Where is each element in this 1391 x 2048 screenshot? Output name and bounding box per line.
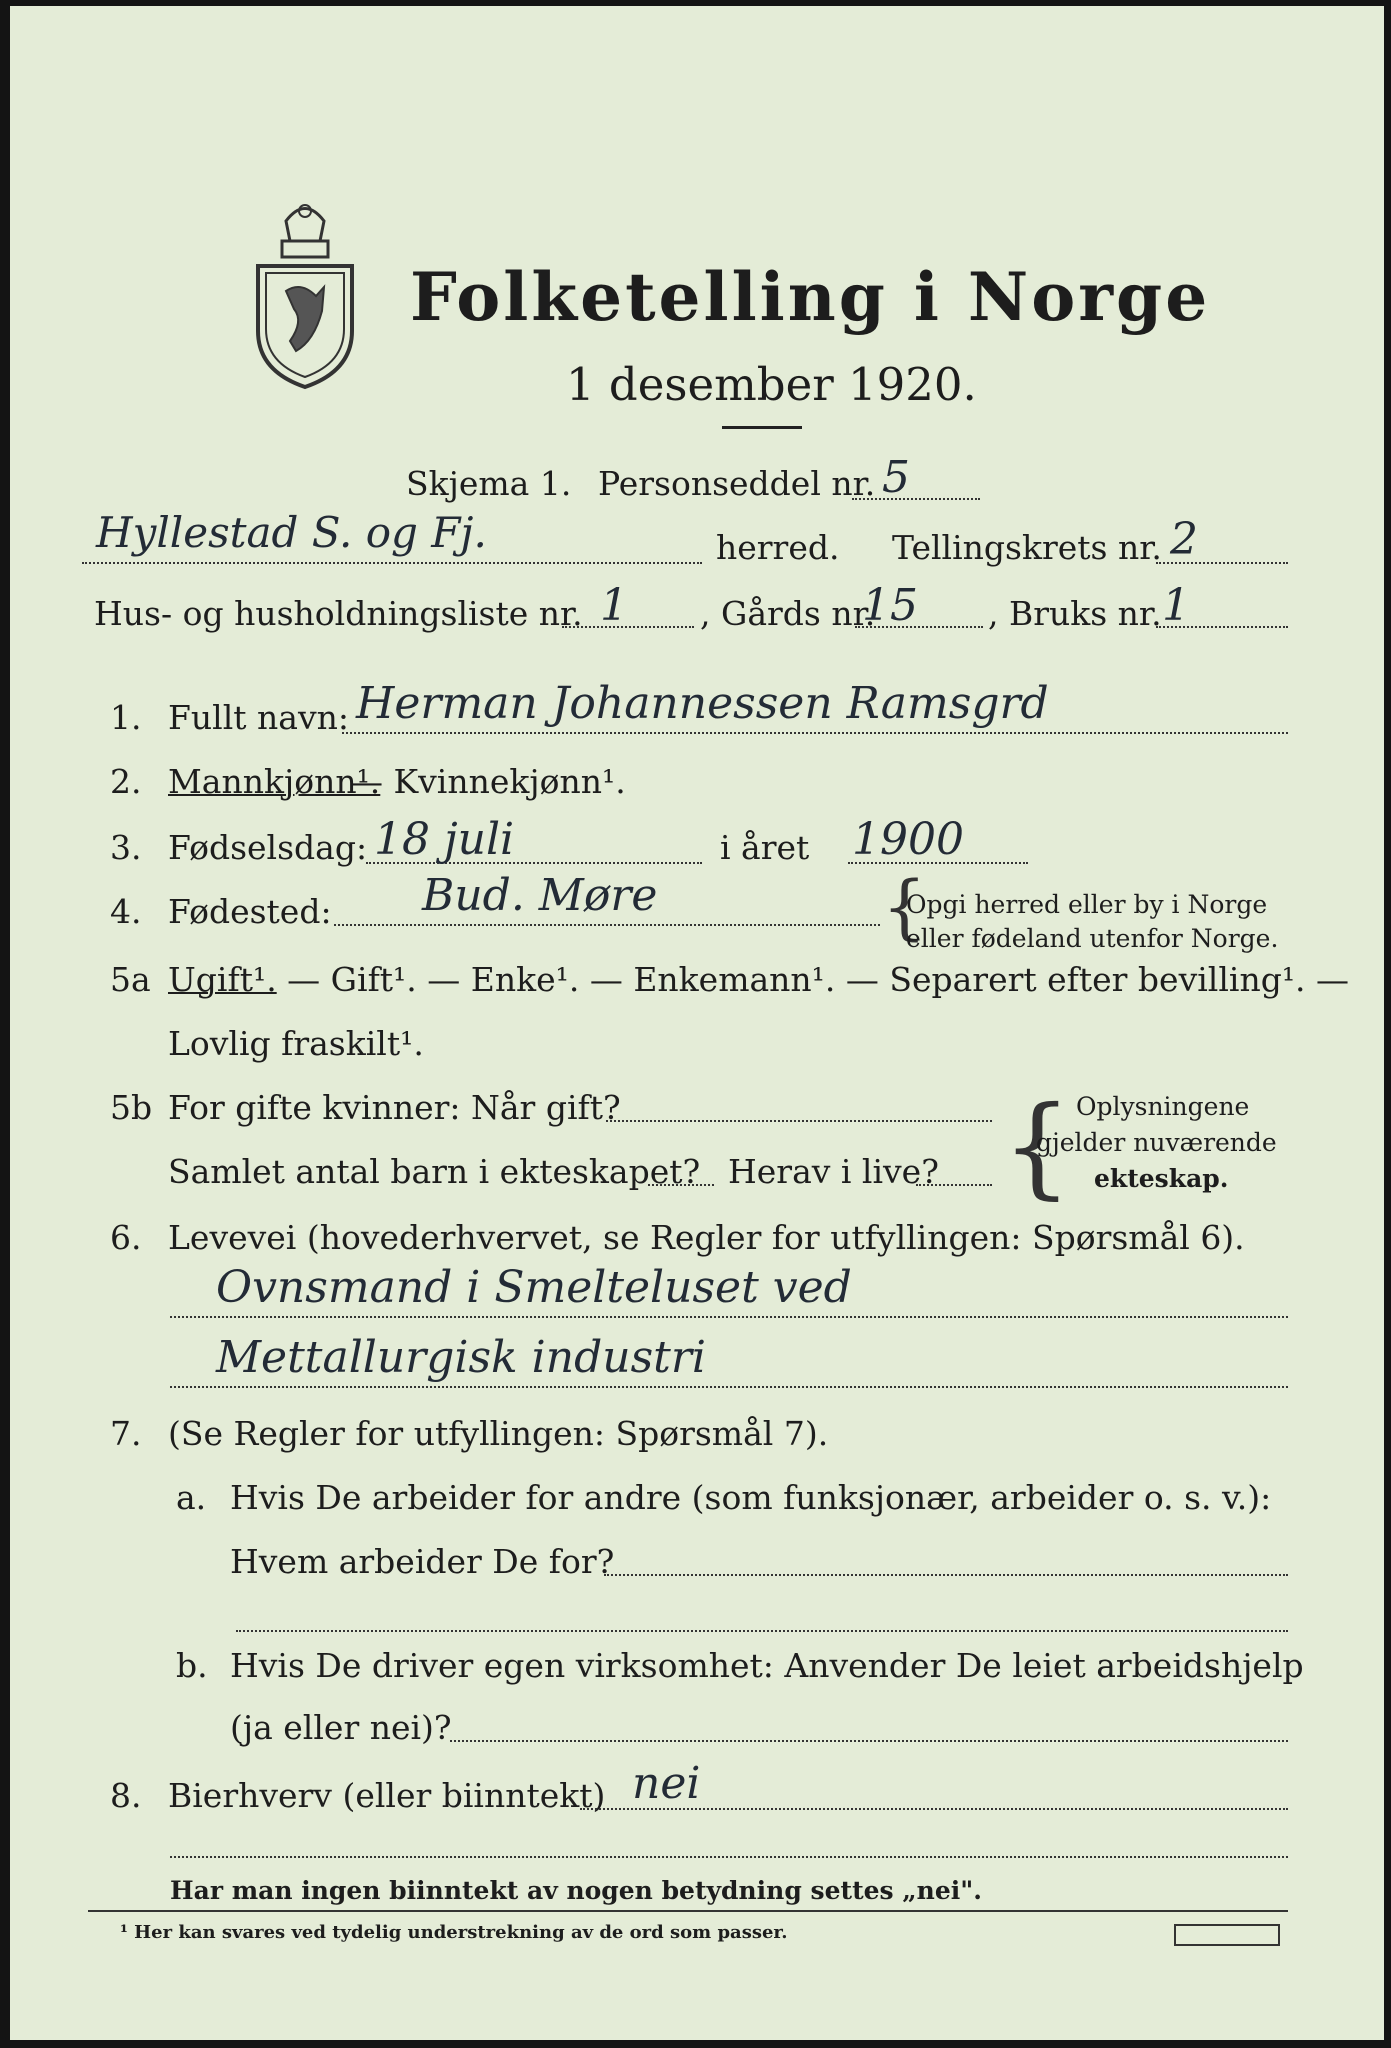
employer-field-2[interactable]: [236, 1630, 1288, 1632]
holding-number-label: , Bruks nr.: [988, 594, 1162, 633]
q2-number: 2.: [110, 762, 142, 801]
q4-number: 4.: [110, 892, 142, 931]
occupation-value-1: Ovnsmand i Smelteluset ved: [216, 1262, 852, 1313]
occupation-field-2[interactable]: [170, 1386, 1288, 1388]
printer-stamp: [1174, 1924, 1280, 1946]
full-name-field[interactable]: [342, 732, 1288, 734]
marital-options-rest[interactable]: — Gift¹. — Enke¹. — Enkemann¹. — Separert efter bevilling¹. —: [276, 960, 1350, 999]
marriage-note-2: gjelder nuværende: [1036, 1128, 1277, 1157]
municipality-value: Hyllestad S. og Fj.: [96, 508, 487, 557]
unmarried-option[interactable]: Ugift¹.: [168, 960, 277, 999]
municipality-field[interactable]: [82, 562, 702, 564]
title-divider: [722, 426, 802, 429]
q7b-letter: b.: [176, 1646, 208, 1685]
hired-help-field[interactable]: [450, 1740, 1288, 1742]
holding-number-value: 1: [1162, 580, 1190, 631]
birthplace-note-1: Opgi herred eller by i Norge: [906, 890, 1268, 919]
farm-number-label: , Gårds nr.: [700, 594, 876, 633]
q8-label: Bierhverv (eller biinntekt): [168, 1776, 606, 1815]
coat-of-arms-icon: [246, 191, 364, 391]
q5a-number: 5a: [110, 960, 151, 999]
children-alive-field[interactable]: [916, 1184, 992, 1186]
children-total-label: Samlet antal barn i ekteskapet?: [168, 1152, 701, 1191]
census-form: [10, 6, 1384, 2040]
children-total-field[interactable]: [648, 1184, 714, 1186]
q3-number: 3.: [110, 828, 142, 867]
q5b-number: 5b: [110, 1088, 153, 1127]
q4-label: Fødested:: [168, 892, 332, 931]
q6-label: Levevei (hovederhvervet, se Regler for utfyllingen: Spørsmål 6).: [168, 1218, 1245, 1257]
census-date: 1 desember 1920.: [566, 358, 977, 411]
person-slip-label: Personseddel nr.: [598, 464, 876, 503]
household-list-label: Hus- og husholdningsliste nr.: [94, 594, 583, 633]
marital-options: [168, 960, 1349, 999]
birthplace-note-2: eller fødeland utenfor Norge.: [906, 924, 1279, 953]
side-income-field-2[interactable]: [170, 1856, 1288, 1858]
birthplace-value: Bud. Møre: [422, 870, 658, 921]
q7-label: (Se Regler for utfyllingen: Spørsmål 7).: [168, 1414, 829, 1453]
employer-label: Hvem arbeider De for?: [230, 1542, 615, 1581]
occupation-field-1[interactable]: [170, 1316, 1288, 1318]
q1-number: 1.: [110, 698, 142, 737]
no-income-note: Har man ingen biinntekt av nogen betydning settes „nei".: [170, 1876, 982, 1905]
marriage-note-3: ekteskap.: [1094, 1164, 1229, 1193]
full-name-value: Herman Johannessen Ramsgrd: [356, 678, 1049, 729]
footnote: ¹ Her kan svares ved tydelig understrekning av de ord som passer.: [120, 1922, 788, 1943]
children-alive-label: Herav i live?: [728, 1152, 939, 1191]
household-list-field[interactable]: [562, 626, 694, 628]
enumeration-district-value: 2: [1170, 514, 1198, 565]
q7b-label: Hvis De driver egen virksomhet: Anvender De leiet arbeidshjelp: [230, 1646, 1304, 1685]
marriage-note-1: Oplysningene: [1076, 1092, 1250, 1121]
birth-year-label: i året: [720, 828, 810, 867]
q7a-label: Hvis De arbeider for andre (som funksjonær, arbeider o. s. v.):: [230, 1478, 1272, 1517]
employer-field[interactable]: [604, 1574, 1288, 1576]
form-title: Folketelling i Norge: [410, 258, 1211, 336]
q3-label: Fødselsdag:: [168, 828, 368, 867]
birthplace-field[interactable]: [334, 924, 880, 926]
hired-help-label: (ja eller nei)?: [230, 1708, 452, 1747]
household-list-value: 1: [600, 580, 628, 631]
form-number-label: Skjema 1.: [406, 464, 572, 503]
married-when-field[interactable]: [606, 1120, 992, 1122]
side-income-value: nei: [632, 1758, 701, 1809]
person-slip-field[interactable]: [852, 498, 980, 500]
q8-number: 8.: [110, 1776, 142, 1815]
municipality-label: herred.: [716, 528, 840, 567]
marriage-brace: {: [1002, 1082, 1072, 1210]
married-when-label: For gifte kvinner: Når gift?: [168, 1088, 621, 1127]
female-option[interactable]: — Kvinnekjønn¹.: [350, 762, 626, 801]
farm-number-value: 15: [862, 580, 918, 631]
q7-number: 7.: [110, 1414, 142, 1453]
q7a-letter: a.: [176, 1478, 207, 1517]
birthplace-brace: {: [882, 866, 927, 948]
q1-label: Fullt navn:: [168, 698, 349, 737]
occupation-value-2: Mettallurgisk industri: [216, 1332, 706, 1383]
enumeration-district-label: Tellingskrets nr.: [892, 528, 1162, 567]
birth-day-value: 18 juli: [374, 814, 515, 865]
male-option[interactable]: Mannkjønn¹.: [168, 762, 381, 801]
person-slip-value: 5: [882, 452, 910, 503]
divorced-option[interactable]: Lovlig fraskilt¹.: [168, 1024, 424, 1063]
birth-year-value: 1900: [852, 814, 964, 865]
q6-number: 6.: [110, 1218, 142, 1257]
footer-divider: [88, 1910, 1288, 1912]
